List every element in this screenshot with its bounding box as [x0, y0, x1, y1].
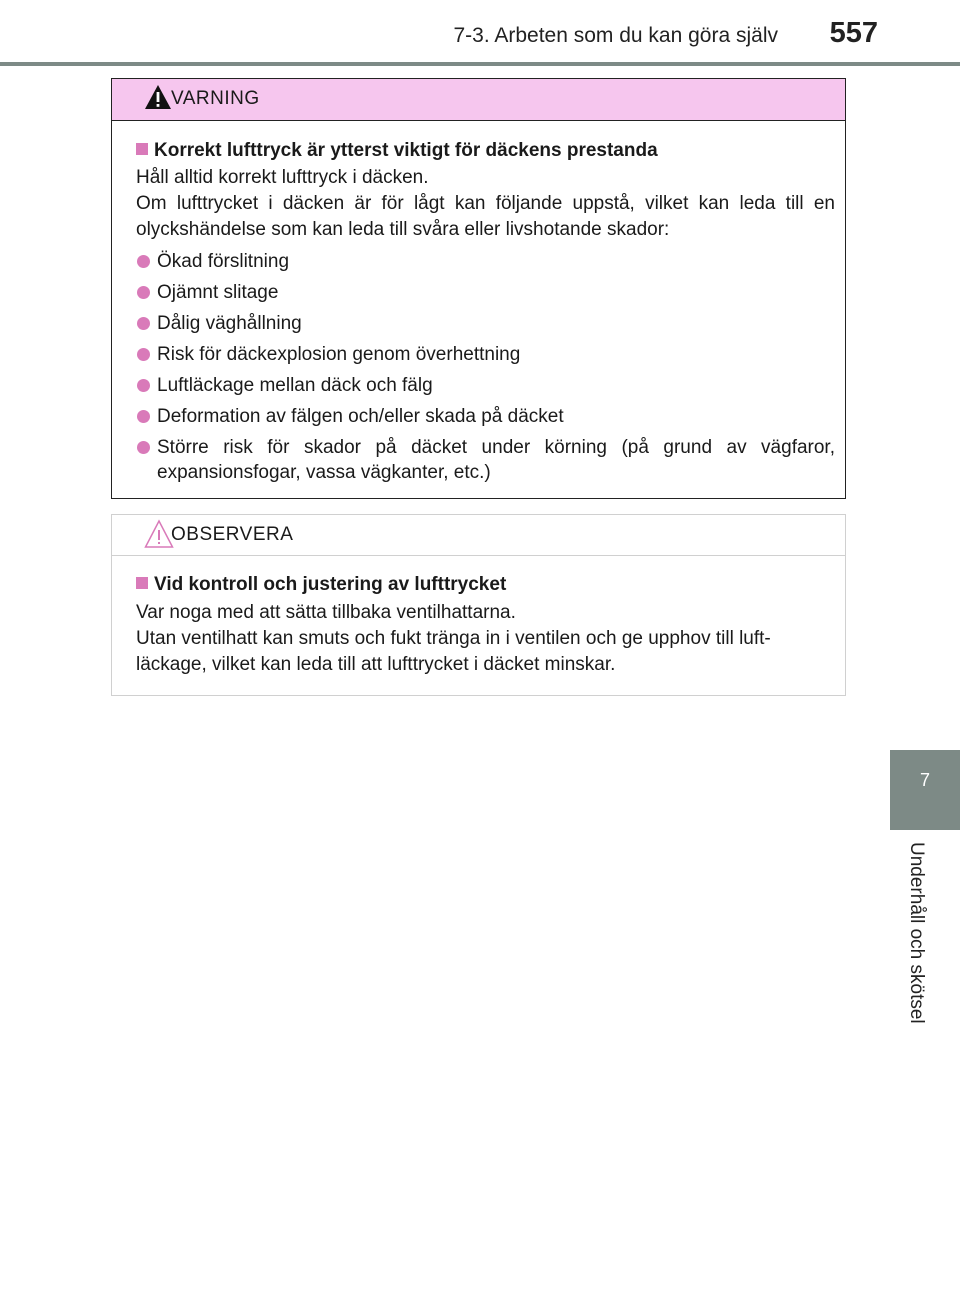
chapter-number: 7 [919, 770, 930, 790]
chapter-tab [890, 750, 960, 830]
list-item: Dålig väghållning [136, 311, 835, 336]
header-rule [0, 62, 960, 66]
bullet-icon [137, 410, 150, 423]
list-item: Luftläckage mellan däck och fälg [136, 373, 835, 398]
bullet-icon [137, 379, 150, 392]
notice-para-2: Utan ventilhatt kan smuts och fukt tränga in i ventilen och ge upphov till luft-läckage, vilket kan leda till att lufttrycket i däcket minskar. [136, 628, 771, 675]
warning-heading: Korrekt lufttryck är ytterst viktigt för däckens prestanda [136, 139, 835, 163]
warning-list [136, 249, 835, 485]
list-item: Risk för däckexplosion genom överhettning [136, 342, 835, 367]
bullet-icon [137, 317, 150, 330]
warning-triangle-icon [144, 83, 172, 111]
warning-header [112, 79, 845, 121]
bullet-icon [137, 255, 150, 268]
list-item: Ökad förslitning [136, 249, 835, 274]
list-item: Deformation av fälgen och/eller skada på däcket [136, 404, 835, 429]
bullet-icon [137, 348, 150, 361]
warning-para-1: Håll alltid korrekt lufttryck i däcken. [136, 167, 429, 188]
square-bullet-icon [136, 143, 148, 155]
bullet-icon [137, 441, 150, 454]
notice-box [111, 514, 846, 696]
list-item: Större risk för skador på däcket under körning (på grund av vägfaror, expansionsfogar, vassa vägkanter, etc.) [136, 435, 835, 485]
notice-header [112, 515, 845, 556]
section-title: 7-3. Arbeten som du kan göra själv [453, 24, 778, 47]
list-item: Ojämnt slitage [136, 280, 835, 305]
notice-para-1: Var noga med att sätta tillbaka ventilhattarna. [136, 602, 516, 623]
notice-label: OBSERVERA [171, 524, 294, 545]
warning-label: VARNING [171, 88, 260, 109]
warning-box [111, 78, 846, 499]
notice-heading: Vid kontroll och justering av lufttrycket [136, 573, 835, 597]
page-number: 557 [829, 17, 878, 49]
caution-triangle-icon [144, 519, 174, 549]
square-bullet-icon [136, 577, 148, 589]
chapter-title: Underhåll och skötsel [906, 842, 927, 1024]
warning-para-2: Om lufttrycket i däcken är för lågt kan följande uppstå, vilket kan leda till en olyckshändelse som kan leda till svåra eller livshotande skador: [136, 193, 835, 240]
bullet-icon [137, 286, 150, 299]
